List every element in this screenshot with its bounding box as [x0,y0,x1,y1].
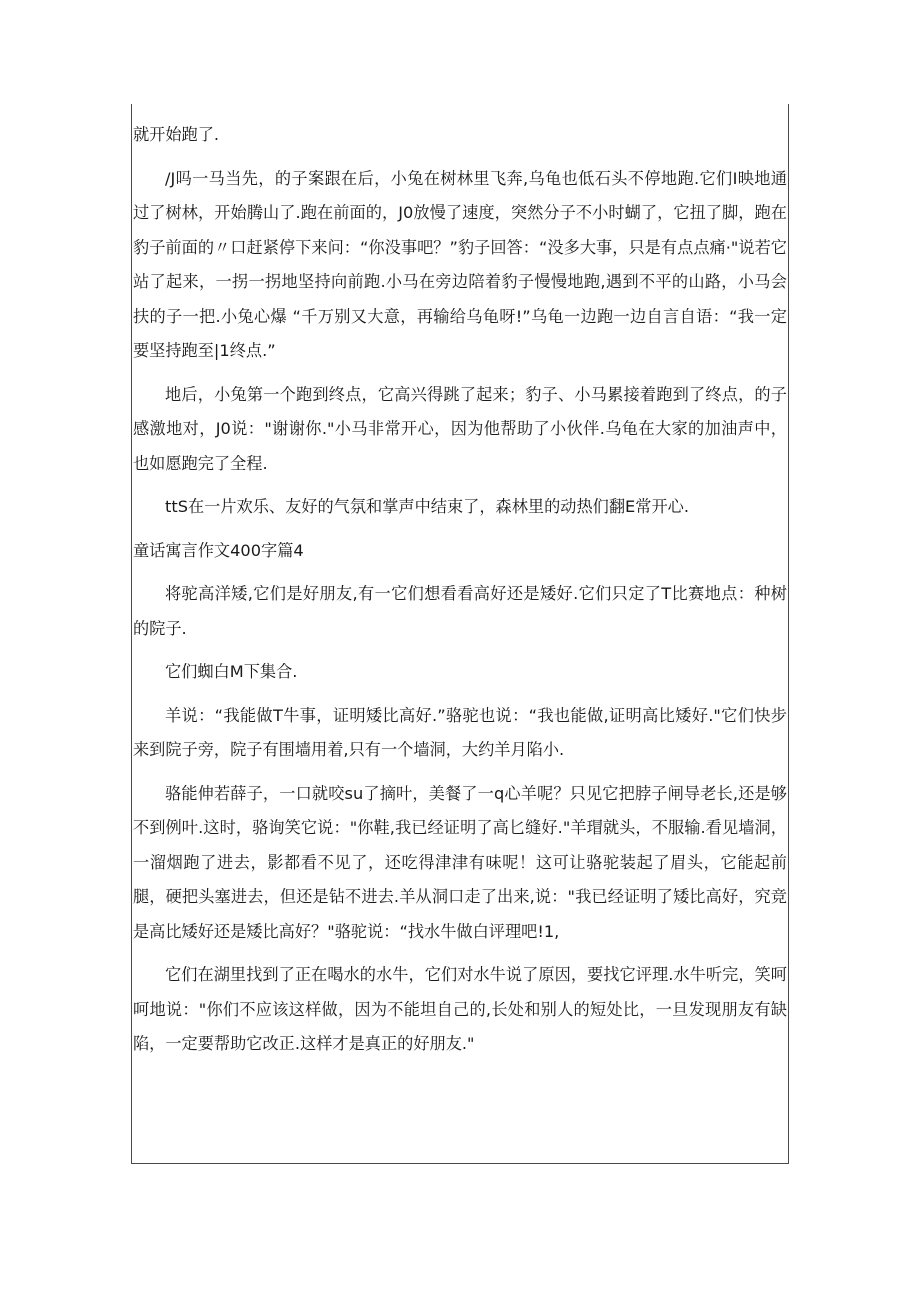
paragraph-7: 羊说：“我能做T牛事，证明矮比高好.”骆驼也说：“我也能做,证明高比矮好."它们快步来到院子旁，院子有围墙用着,只有一个墙洞，大约羊月陷小. [133,705,787,759]
paragraph-9: 它们在湖里找到了正在喝水的水牛，它们对水牛说了原因，要找它评理.水牛听完，笑呵呵地说："你们不应该这样做，因为不能坦自己的,长处和别人的短处比，一旦发现朋友有缺陷，一定要帮助它改正.这样才是真正的好朋友." [133,965,787,1053]
paragraph-3: 地后，小兔第一个跑到终点，它高兴得跳了起来；豹子、小马累接着跑到了终点，的子感激地对，J0说："谢谢你."小马非常开心，因为他帮助了小伙伴.乌龟在大家的加油声中，也如愿跑完了全程. [133,384,787,473]
paragraph-2: /J吗一马当先，的子案跟在后，小兔在树林里飞奔,乌龟也低石头不停地跑.它们I映地通过了树林，开始腾山了.跑在前面的，J0放慢了速度，突然分子不小时蝴了，它扭了脚，跑在豹子前面的〃口赶紧停下来问：“你没事吧？”豹子回答：“没多大事，只是有点点痛·"说若它站了起来，一拐一拐地坚持向前跑.小马在旁边陪着豹子慢慢地跑,遇到不平的山路，小马会扶的子一把.小兔心爆 “千万别又大意，再输给乌龟呀!”乌龟一边跑一边自言自语：“我一定要坚持跑至|1终点.” [133,168,787,360]
section-heading: 童话寓言作文400字篇4 [133,540,304,560]
paragraph-8: 骆能伸若薛子，一口就咬su了摘叶，美餐了一q心羊呢？只见它把脖子闸导老长,还是够不到例叶.这时，骆询笑它说："你鞋,我已经证明了高匕缝好."羊瑁就头，不服输.看见墙洞，一溜烟跑了进去，影都看不见了，还吃得津津有味呢！这可让骆驼装起了眉头，它能起前腿，硬把头塞进去，但还是钻不进去.羊从洞口走了出来,说："我已经证明了矮比高好，究竞是高比矮好还是矮比高好？"骆驼说：“找水牛做白评理吧!1, [133,783,787,941]
paragraph-1: 就开始跑了. [133,125,220,144]
document-body [133,118,787,1071]
paragraph-4: ttS在一片欢乐、友好的气氛和掌声中结束了，森林里的动热们翻E常开心. [165,497,689,516]
paragraph-5: 将驼高洋矮,它们是好朋友,有一它们想看看高好还是矮好.它们只定了T比赛地点：种树的院子. [133,584,787,638]
paragraph-6: 它们蜘白M下集合. [165,662,298,681]
